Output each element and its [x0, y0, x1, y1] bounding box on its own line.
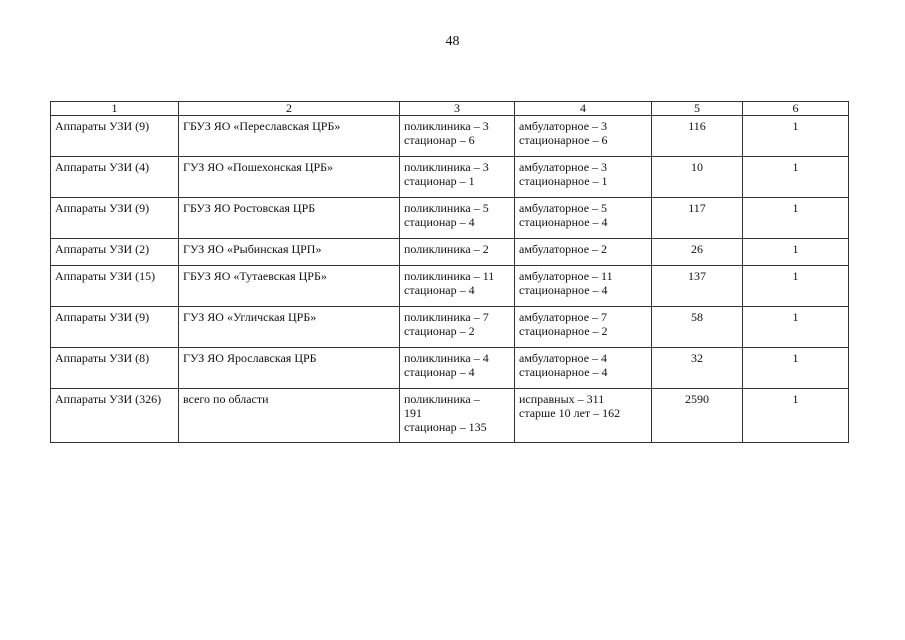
- table-cell-col6: 1: [743, 157, 849, 198]
- cell-line: поликлиника – 11: [404, 269, 495, 283]
- cell-line: поликлиника – 3: [404, 160, 489, 174]
- cell-line: амбулаторное – 5: [519, 201, 608, 215]
- cell-line: старше 10 лет – 162: [519, 406, 621, 420]
- table-cell-col6: 1: [743, 307, 849, 348]
- table-cell-col4: [515, 307, 652, 348]
- table-cell-col5: 58: [652, 307, 743, 348]
- cell-line: стационар – 4: [404, 365, 475, 379]
- table-cell-col3: [400, 157, 515, 198]
- column-header: 3: [400, 102, 515, 116]
- table-row: [51, 307, 849, 348]
- cell-line: стационарное – 4: [519, 215, 608, 229]
- cell-line: амбулаторное – 11: [519, 269, 613, 283]
- cell-line: стационарное – 6: [519, 133, 608, 147]
- table-cell-col2: всего по области: [179, 389, 400, 443]
- table-cell-col4: [515, 157, 652, 198]
- table-cell-col6: 1: [743, 198, 849, 239]
- table-cell-col2: ГБУЗ ЯО «Переславская ЦРБ»: [179, 116, 400, 157]
- cell-line: амбулаторное – 4: [519, 351, 608, 365]
- cell-line: поликлиника – 5: [404, 201, 489, 215]
- table-cell-col6: 1: [743, 116, 849, 157]
- table-cell-col1: Аппараты УЗИ (9): [51, 307, 179, 348]
- table-cell-col3: [400, 198, 515, 239]
- cell-line: амбулаторное – 2: [519, 242, 608, 256]
- column-header: 6: [743, 102, 849, 116]
- cell-line: амбулаторное – 3: [519, 119, 608, 133]
- cell-line: стационар – 4: [404, 283, 475, 297]
- table-cell-col2: ГУЗ ЯО «Угличская ЦРБ»: [179, 307, 400, 348]
- table-cell-col6: 1: [743, 239, 849, 266]
- table-cell-col2: ГБУЗ ЯО Ростовская ЦРБ: [179, 198, 400, 239]
- table-row: [51, 239, 849, 266]
- table-cell-col2: ГБУЗ ЯО «Тутаевская ЦРБ»: [179, 266, 400, 307]
- table-cell-col1: Аппараты УЗИ (326): [51, 389, 179, 443]
- table-row: [51, 198, 849, 239]
- table-row: [51, 266, 849, 307]
- cell-line: стационар – 135: [404, 420, 487, 434]
- table-cell-col5: 10: [652, 157, 743, 198]
- table-cell-col3: [400, 266, 515, 307]
- cell-line: стационарное – 4: [519, 283, 608, 297]
- table-cell-col2: ГУЗ ЯО «Пошехонская ЦРБ»: [179, 157, 400, 198]
- table-cell-col6: 1: [743, 389, 849, 443]
- table-cell-col3: [400, 348, 515, 389]
- cell-line: стационар – 6: [404, 133, 475, 147]
- table-cell-col4: [515, 389, 652, 443]
- cell-line: поликлиника –: [404, 392, 480, 406]
- cell-line: стационарное – 2: [519, 324, 608, 338]
- table-cell-col5: 32: [652, 348, 743, 389]
- cell-line: 191: [404, 406, 422, 420]
- table-cell-col4: [515, 348, 652, 389]
- cell-line: исправных – 311: [519, 392, 605, 406]
- table-cell-col1: Аппараты УЗИ (9): [51, 116, 179, 157]
- column-header: 2: [179, 102, 400, 116]
- table-cell-col1: Аппараты УЗИ (8): [51, 348, 179, 389]
- table-cell-col1: Аппараты УЗИ (4): [51, 157, 179, 198]
- page-number: 48: [445, 34, 460, 49]
- table-cell-col4: [515, 116, 652, 157]
- table-cell-col3: [400, 389, 515, 443]
- table-cell-col2: ГУЗ ЯО Ярославская ЦРБ: [179, 348, 400, 389]
- table-cell-col5: 2590: [652, 389, 743, 443]
- table-cell-col3: [400, 239, 515, 266]
- cell-line: стационар – 2: [404, 324, 475, 338]
- table-row: [51, 348, 849, 389]
- table-cell-col5: 26: [652, 239, 743, 266]
- table-cell-col3: [400, 307, 515, 348]
- table-cell-col5: 116: [652, 116, 743, 157]
- table-cell-col1: Аппараты УЗИ (2): [51, 239, 179, 266]
- equipment-table: [50, 101, 849, 443]
- cell-line: стационарное – 1: [519, 174, 608, 188]
- table-cell-col1: Аппараты УЗИ (15): [51, 266, 179, 307]
- table-row: [51, 116, 849, 157]
- table-cell-col5: 137: [652, 266, 743, 307]
- table-row: [51, 157, 849, 198]
- table-cell-col5: 117: [652, 198, 743, 239]
- column-header: 5: [652, 102, 743, 116]
- table-cell-col1: Аппараты УЗИ (9): [51, 198, 179, 239]
- table-cell-col3: [400, 116, 515, 157]
- cell-line: поликлиника – 7: [404, 310, 489, 324]
- cell-line: стационар – 4: [404, 215, 475, 229]
- table-cell-col4: [515, 198, 652, 239]
- cell-line: поликлиника – 2: [404, 242, 489, 256]
- table-cell-col6: 1: [743, 266, 849, 307]
- table-cell-col6: 1: [743, 348, 849, 389]
- column-header: 4: [515, 102, 652, 116]
- cell-line: поликлиника – 4: [404, 351, 489, 365]
- table-row: [51, 389, 849, 443]
- cell-line: амбулаторное – 7: [519, 310, 608, 324]
- table-cell-col4: [515, 239, 652, 266]
- cell-line: стационар – 1: [404, 174, 475, 188]
- cell-line: поликлиника – 3: [404, 119, 489, 133]
- table-cell-col4: [515, 266, 652, 307]
- column-header: 1: [51, 102, 179, 116]
- cell-line: стационарное – 4: [519, 365, 608, 379]
- header-row: [51, 102, 849, 116]
- cell-line: амбулаторное – 3: [519, 160, 608, 174]
- table-cell-col2: ГУЗ ЯО «Рыбинская ЦРП»: [179, 239, 400, 266]
